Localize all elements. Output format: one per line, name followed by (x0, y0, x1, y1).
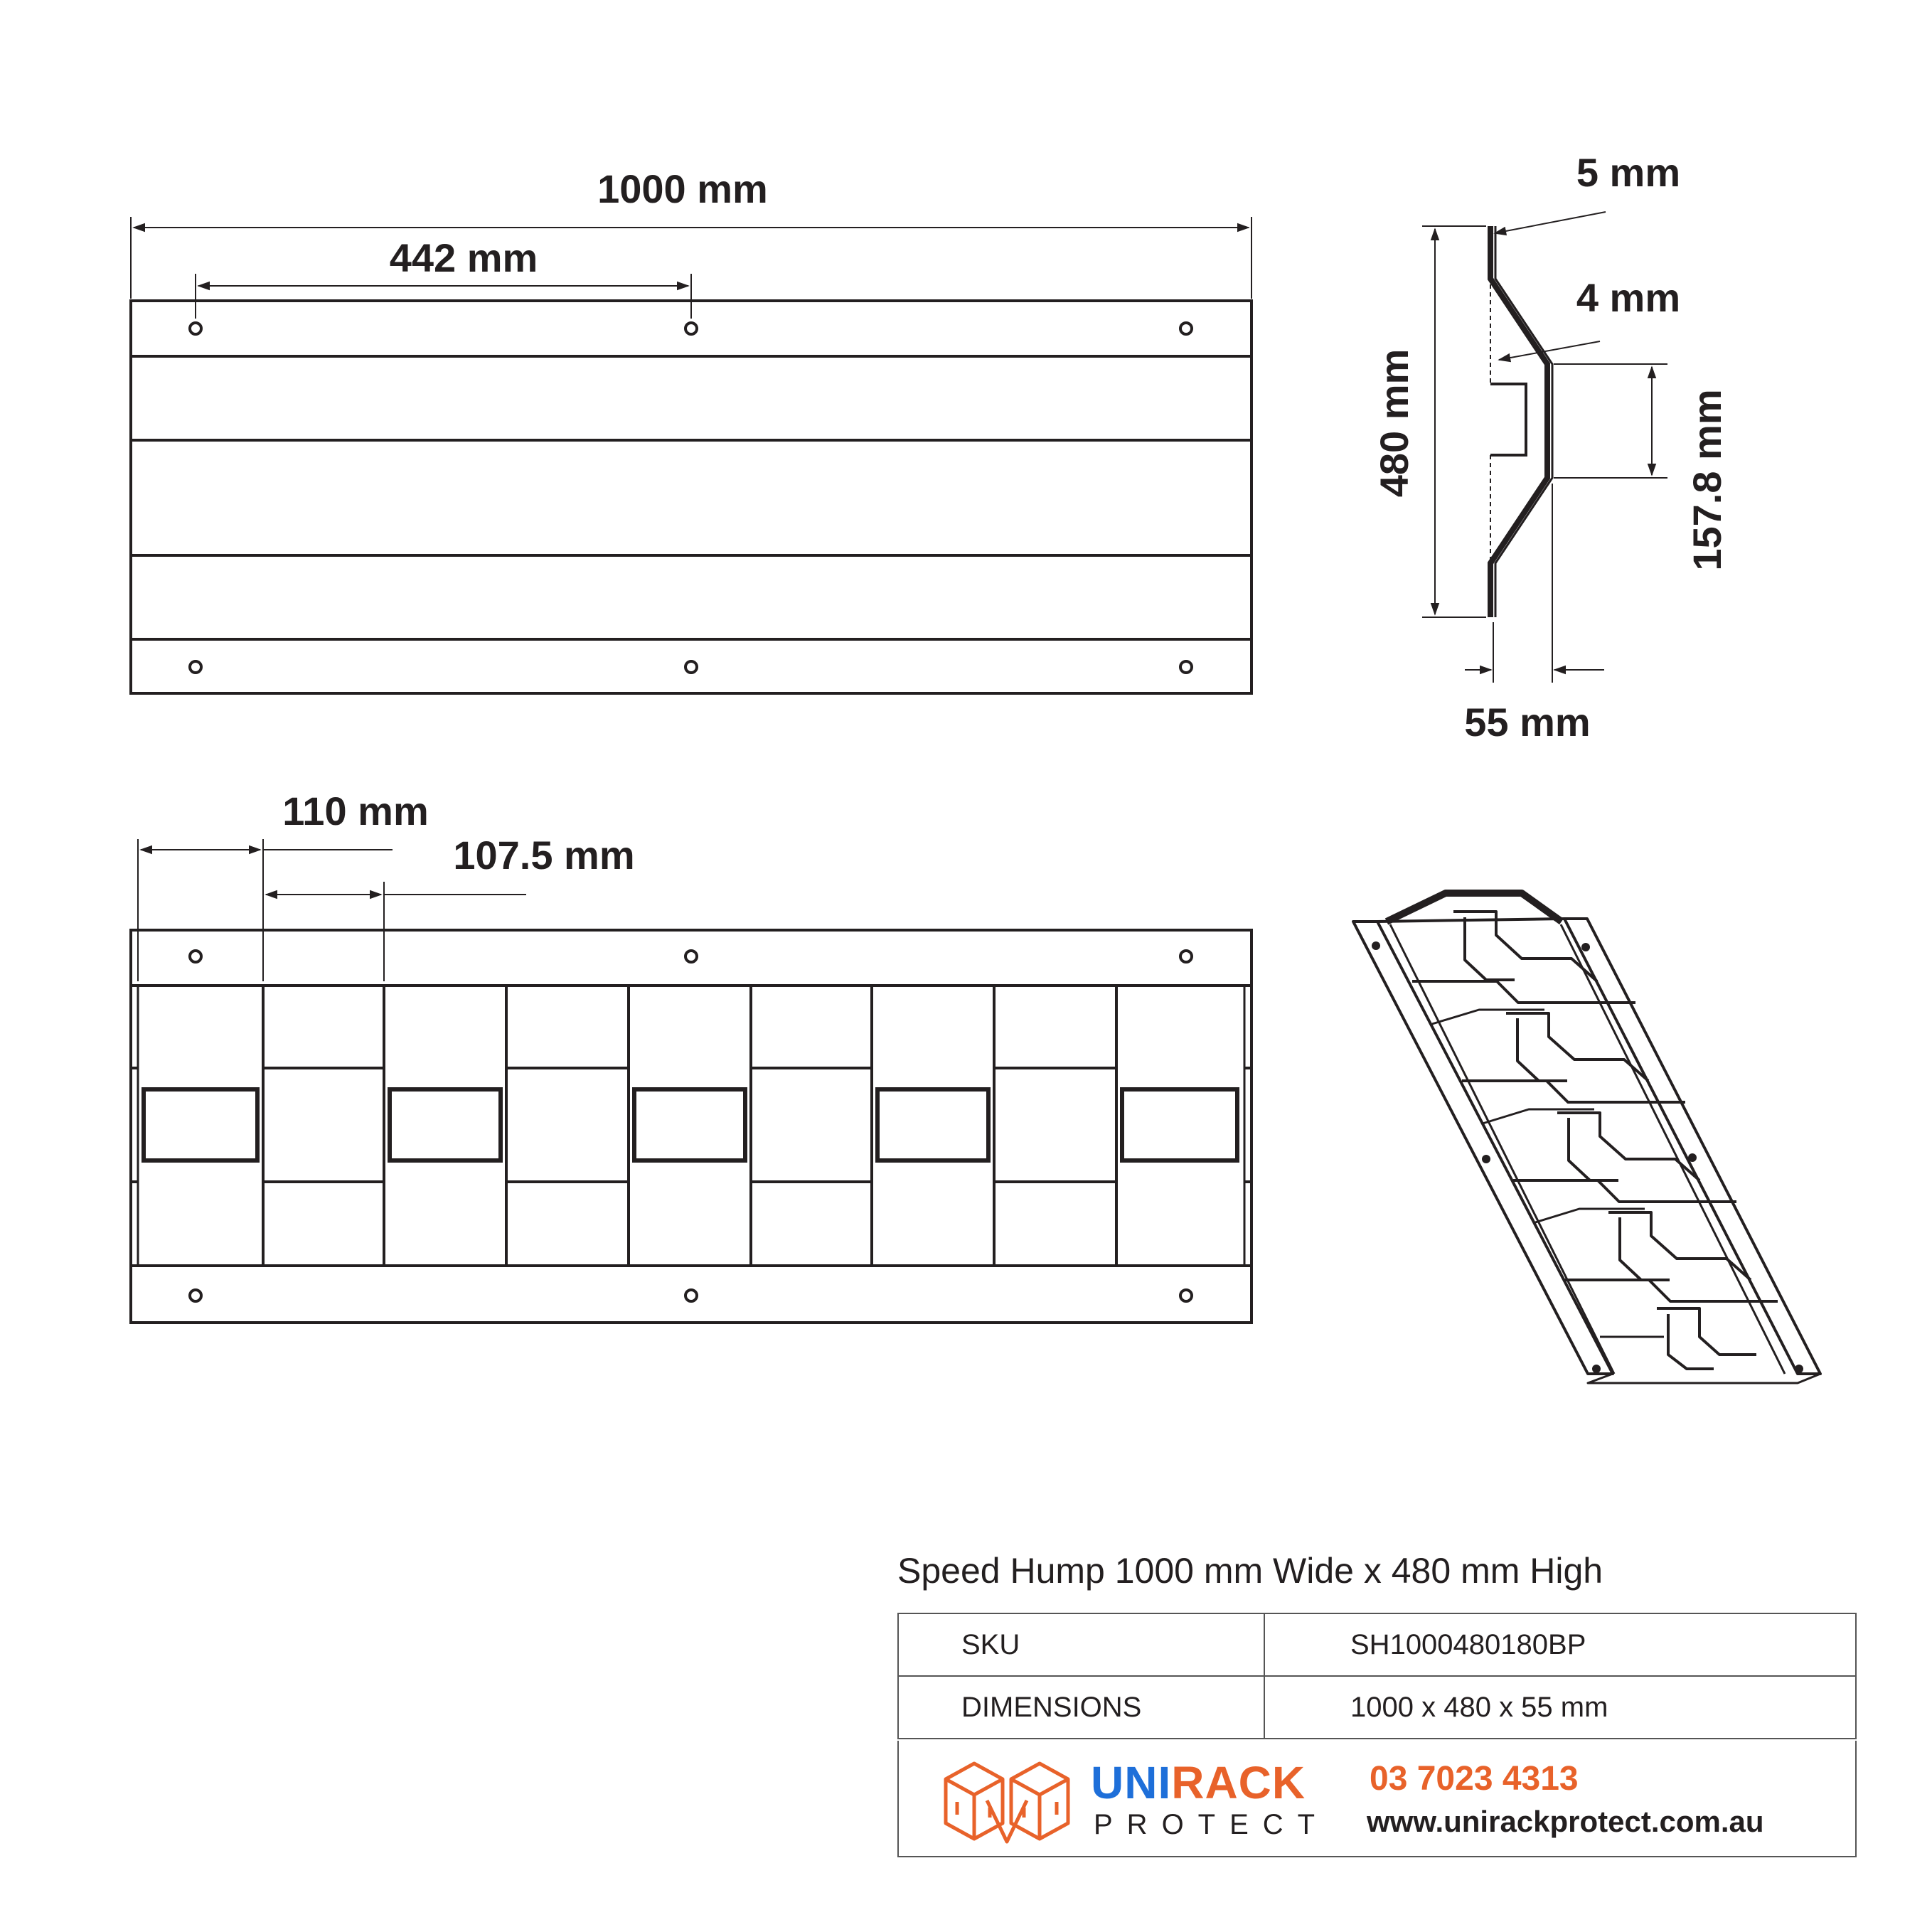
dim-height: 480 mm (1372, 348, 1416, 498)
dim-segment-a: 110 mm (282, 789, 429, 833)
side-profile-view (1372, 150, 1729, 744)
product-title: Speed Hump 1000 mm Wide x 480 mm High (897, 1551, 1603, 1591)
spec-table (897, 1613, 1857, 1739)
unirack-logo-icon (943, 1758, 1071, 1846)
table-row (898, 1613, 1856, 1676)
mounting-holes (190, 323, 1192, 673)
rib-pattern (131, 986, 1251, 1266)
spec-key: SKU (898, 1613, 1264, 1676)
isometric-view (1353, 893, 1820, 1383)
dim-width-total: 1000 mm (597, 166, 768, 211)
mounting-holes (190, 951, 1192, 1301)
dim-depth: 55 mm (1464, 700, 1591, 744)
brand-name (1091, 1756, 1306, 1809)
dim-center-section: 157.8 mm (1685, 389, 1729, 571)
spec-key: DIMENSIONS (898, 1676, 1264, 1739)
spec-value: SH1000480180BP (1264, 1613, 1856, 1676)
bottom-view (131, 789, 1251, 1323)
dim-hole-spacing: 442 mm (389, 235, 538, 280)
contact-website-link[interactable]: www.unirackprotect.com.au (1367, 1805, 1764, 1838)
brand-name-part1: UNI (1091, 1757, 1172, 1808)
dim-thickness-wall: 4 mm (1576, 275, 1681, 320)
top-view (131, 166, 1251, 693)
iso-mounting-holes (1372, 941, 1803, 1373)
brand-name-part2: RACK (1171, 1757, 1306, 1808)
brand-footer (897, 1741, 1857, 1857)
brand-subtitle: PROTECT (1094, 1809, 1330, 1840)
contact-phone[interactable]: 03 7023 4313 (1370, 1760, 1579, 1798)
dim-thickness-top: 5 mm (1576, 150, 1681, 195)
dim-segment-b: 107.5 mm (453, 833, 635, 877)
table-row (898, 1676, 1856, 1739)
spec-value: 1000 x 480 x 55 mm (1264, 1676, 1856, 1739)
